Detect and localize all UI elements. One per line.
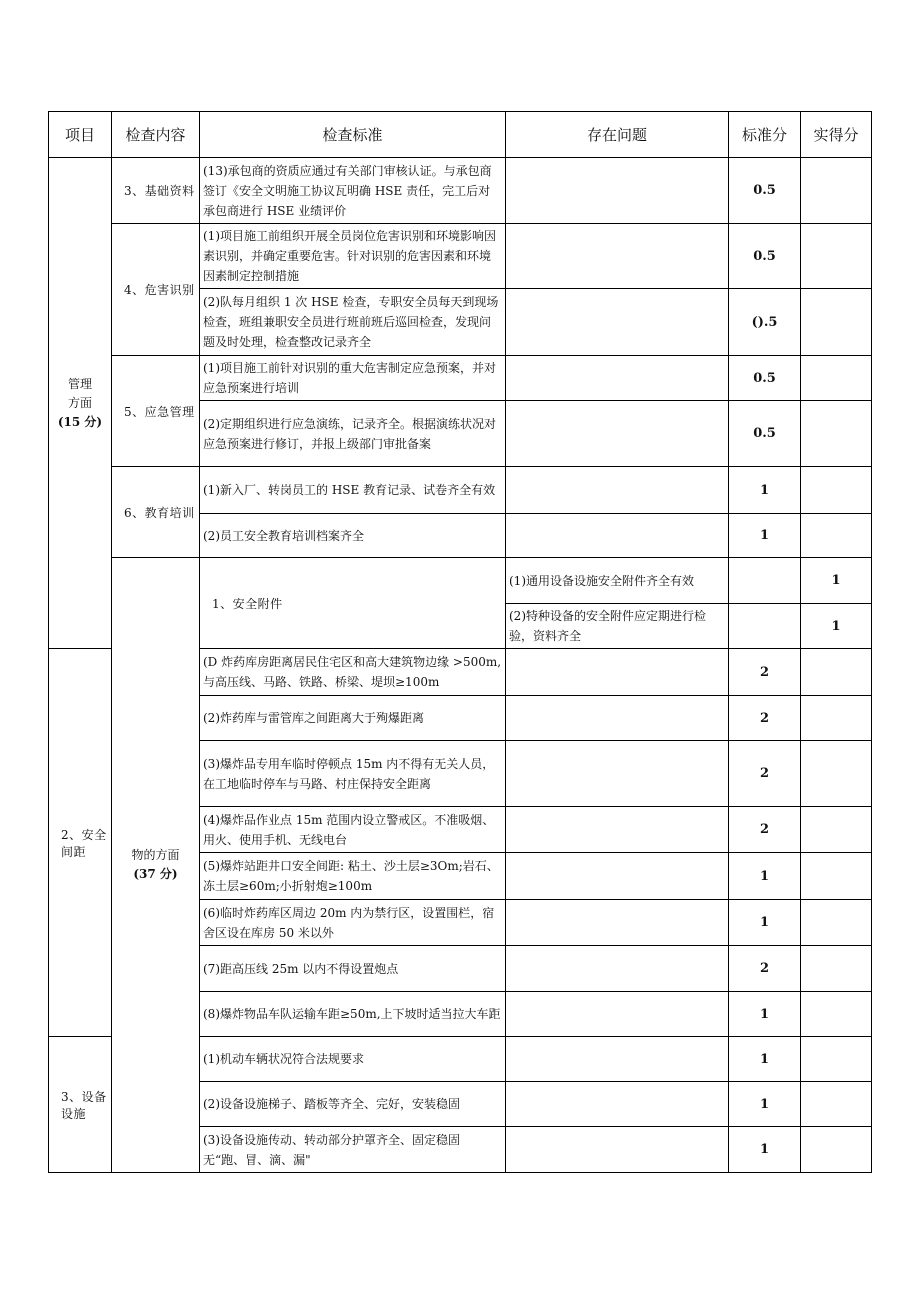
actual-score-cell[interactable] — [801, 158, 872, 224]
actual-score-cell[interactable] — [801, 289, 872, 356]
section-points: (15 分) — [57, 414, 103, 429]
criterion-text: (1)通用设备设施安全附件齐全有效 — [506, 558, 729, 604]
criterion-text: (2)队每月组织 1 次 HSE 检查，专职安全员每天到现场检查，班组兼职安全员进行班前班后巡回检查，发现问题及时处理，检查整改记录齐全 — [200, 289, 506, 356]
standard-score: 2 — [729, 741, 801, 807]
actual-score-cell[interactable] — [801, 900, 872, 946]
problem-cell[interactable] — [506, 356, 729, 401]
standard-score: 2 — [729, 696, 801, 741]
table-row — [49, 224, 872, 289]
section-management — [49, 158, 112, 649]
actual-score-cell[interactable] — [801, 401, 872, 467]
actual-score-cell[interactable] — [801, 467, 872, 514]
criterion-text: (1)项目施工前组织开展全员岗位危害识别和环境影响因素识别，并确定重要危害。针对识别的危害因素和环境因素制定控制措施 — [200, 224, 506, 289]
problem-cell[interactable] — [506, 946, 729, 992]
problem-cell[interactable] — [506, 696, 729, 741]
table-row — [49, 158, 872, 224]
problem-cell[interactable] — [506, 1127, 729, 1173]
standard-score: 1 — [801, 604, 872, 649]
criterion-text: (3)设备设施传动、转动部分护罩齐全、固定稳固无“跑、冒、滴、漏" — [200, 1127, 506, 1173]
header-problem: 存在问题 — [506, 112, 729, 158]
actual-score-cell[interactable] — [801, 224, 872, 289]
group-name: 5、应急管理 — [112, 356, 200, 467]
group-name: 3、设备设施 — [49, 1037, 112, 1173]
standard-score: 0.5 — [729, 401, 801, 467]
group-name: 2、安全间距 — [49, 649, 112, 1037]
actual-score-cell[interactable] — [801, 1082, 872, 1127]
actual-score-cell[interactable] — [801, 356, 872, 401]
problem-cell[interactable] — [506, 1037, 729, 1082]
header-actual-score: 实得分 — [801, 112, 872, 158]
actual-score-cell[interactable] — [801, 741, 872, 807]
criterion-text: (2)炸药库与雷管库之间距离大于殉爆距离 — [200, 696, 506, 741]
criterion-text: (1)新入厂、转岗员工的 HSE 教育记录、试卷齐全有效 — [200, 467, 506, 514]
problem-cell[interactable] — [506, 224, 729, 289]
problem-cell[interactable] — [506, 649, 729, 696]
table-row — [49, 356, 872, 401]
standard-score: ().5 — [729, 289, 801, 356]
criterion-text: (2)设备设施梯子、踏板等齐全、完好，安装稳固 — [200, 1082, 506, 1127]
standard-score: 1 — [729, 514, 801, 558]
criterion-text: (1)机动车辆状况符合法规要求 — [200, 1037, 506, 1082]
criterion-text: (13)承包商的资质应通过有关部门审核认证。与承包商签订《安全文明施工协议瓦明确 HSE 责任，完工后对承包商进行 HSE 业绩评价 — [200, 158, 506, 224]
criterion-text: (8)爆炸物品车队运输车距≥50m,上下坡时适当拉大车距 — [200, 992, 506, 1037]
table-row — [49, 558, 872, 604]
actual-score-cell[interactable] — [801, 1037, 872, 1082]
standard-score: 1 — [729, 900, 801, 946]
standard-score: 2 — [729, 946, 801, 992]
problem-cell[interactable] — [506, 853, 729, 900]
actual-score-cell[interactable] — [801, 992, 872, 1037]
group-name: 4、危害识别 — [112, 224, 200, 356]
standard-score: 1 — [729, 992, 801, 1037]
header-std-score: 标准分 — [729, 112, 801, 158]
actual-score-cell[interactable] — [801, 649, 872, 696]
actual-score-cell[interactable] — [801, 946, 872, 992]
problem-cell[interactable] — [506, 992, 729, 1037]
problem-cell[interactable] — [506, 1082, 729, 1127]
criterion-text: (7)距高压线 25m 以内不得设置炮点 — [200, 946, 506, 992]
header-content: 检查内容 — [112, 112, 200, 158]
criterion-text: (3)爆炸品专用车临时停顿点 15m 内不得有无关人员，在工地临时停车与马路、村庄保持安全距离 — [200, 741, 506, 807]
table-row — [49, 467, 872, 514]
header-project: 项目 — [49, 112, 112, 158]
criterion-text: (5)爆炸站距井口安全间距: 粘土、沙土层≥3Om;岩石、冻土层≥60m;小折射炮≥100m — [200, 853, 506, 900]
problem-cell[interactable] — [506, 467, 729, 514]
section-physical — [112, 558, 200, 1173]
standard-score: 0.5 — [729, 224, 801, 289]
criterion-text: (1)项目施工前针对识别的重大危害制定应急预案，并对应急预案进行培训 — [200, 356, 506, 401]
standard-score: 0.5 — [729, 356, 801, 401]
group-name: 3、基础资料 — [112, 158, 200, 224]
problem-cell[interactable] — [506, 807, 729, 853]
section-name: 管理 — [67, 376, 92, 391]
criterion-text: (4)爆炸品作业点 15m 范围内设立警戒区。不准吸烟、用火、使用手机、无线电台 — [200, 807, 506, 853]
section-points: (37 分) — [133, 867, 178, 881]
criterion-text: (2)特种设备的安全附件应定期进行检验，资料齐全 — [506, 604, 729, 649]
criterion-text: (6)临时炸药库区周边 20m 内为禁行区，设置围栏，宿舍区设在库房 50 米以外 — [200, 900, 506, 946]
problem-cell[interactable] — [506, 900, 729, 946]
header-standard: 检查标准 — [200, 112, 506, 158]
group-name: 6、教育培训 — [112, 467, 200, 558]
standard-score: 1 — [729, 1037, 801, 1082]
problem-cell[interactable] — [506, 514, 729, 558]
standard-score: 1 — [801, 558, 872, 604]
problem-cell[interactable] — [506, 741, 729, 807]
actual-score-cell[interactable] — [801, 696, 872, 741]
problem-cell[interactable] — [506, 289, 729, 356]
criterion-text: (2)员工安全教育培训档案齐全 — [200, 514, 506, 558]
actual-score-cell[interactable] — [801, 807, 872, 853]
problem-cell[interactable] — [729, 604, 801, 649]
standard-score: 1 — [729, 1082, 801, 1127]
header-row — [49, 112, 872, 158]
section-name-2: 方面 — [67, 395, 92, 410]
actual-score-cell[interactable] — [801, 514, 872, 558]
actual-score-cell[interactable] — [801, 1127, 872, 1173]
standard-score: 2 — [729, 807, 801, 853]
group-name: 1、安全附件 — [200, 558, 506, 649]
criterion-text: (D 炸药库房距离居民住宅区和高大建筑物边缘 >500m,与高压线、马路、铁路、桥梁、堤坝≥100m — [200, 649, 506, 696]
standard-score: 1 — [729, 1127, 801, 1173]
criterion-text: (2)定期组织进行应急演练，记录齐全。根据演练状况对应急预案进行修订，并报上级部门审批备案 — [200, 401, 506, 467]
standard-score: 1 — [729, 853, 801, 900]
problem-cell[interactable] — [729, 558, 801, 604]
hse-inspection-table — [48, 111, 872, 1173]
section-name: 物的方面 — [131, 848, 180, 862]
standard-score: 2 — [729, 649, 801, 696]
actual-score-cell[interactable] — [801, 853, 872, 900]
standard-score: 0.5 — [729, 158, 801, 224]
standard-score: 1 — [729, 467, 801, 514]
problem-cell[interactable] — [506, 158, 729, 224]
problem-cell[interactable] — [506, 401, 729, 467]
